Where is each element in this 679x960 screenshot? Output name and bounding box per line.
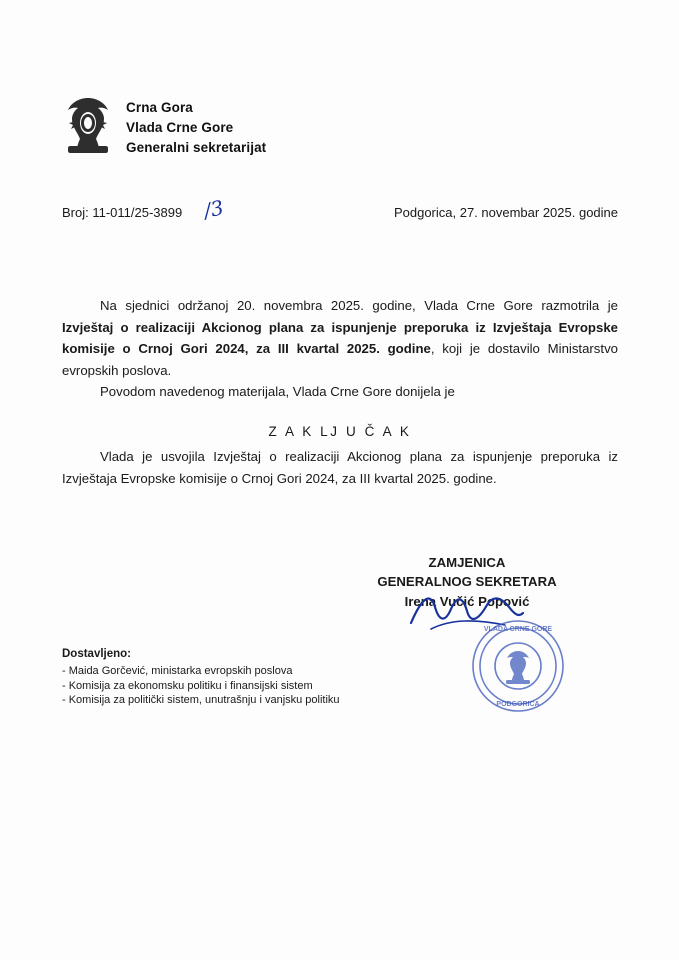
montenegro-coat-of-arms-icon	[62, 96, 114, 158]
delivery-list-item: - Komisija za politički sistem, unutrašnju i vanjsku politiku	[62, 694, 340, 706]
conclusion-heading: Z A K LJ U Č A K	[268, 423, 412, 439]
org-line-country: Crna Gora	[126, 100, 193, 115]
signature-title-line-1: ZAMJENICA	[428, 555, 506, 570]
reference-row	[62, 195, 618, 223]
delivery-list-item: - Maida Gorčević, ministarka evropskih poslova	[62, 665, 293, 677]
signature-title-line-2: GENERALNOG SEKRETARA	[377, 574, 557, 589]
reference-number	[62, 195, 226, 223]
handwritten-annotation: /3	[201, 195, 226, 223]
paragraph-conclusion: Vlada je usvojila Izvještaj o realizaciji Akcionog plana za ispunjenje preporuka iz Izvještaja Evropske komisije o Crnoj Gori 2024, za III kvartal 2025. godine.	[62, 449, 618, 486]
delivery-list-item: - Komisija za ekonomsku politiku i finansijski sistem	[62, 679, 313, 692]
letterhead	[62, 96, 266, 158]
org-line-secretariat: Generalni sekretarijat	[126, 140, 267, 155]
delivery-list-title: Dostavljeno:	[62, 648, 132, 660]
organization-lines	[126, 96, 266, 158]
delivery-list	[62, 648, 492, 708]
paragraph-subject-title: Izvještaj o realizaciji Akcionog plana za ispunjenje preporuka iz Izvještaja Evropske komisije o Crnoj Gori 2024, za III kvartal 2025. godine	[62, 319, 618, 356]
paragraph-decision-intro: Povodom navedenog materijala, Vlada Crne Gore donijela je	[100, 384, 455, 399]
svg-text:PODGORICA: PODGORICA	[496, 701, 540, 708]
signature-name: Irena Vučić Popović	[404, 594, 530, 609]
svg-text:VLADA CRNE GORE: VLADA CRNE GORE	[483, 626, 553, 633]
signature-block	[317, 553, 617, 612]
place-and-date: Podgorica, 27. novembar 2025. godine	[393, 205, 618, 220]
org-line-government: Vlada Crne Gore	[126, 120, 234, 135]
paragraph-subject-outro: , koji je dostavilo Ministarstvo evropskih poslova.	[62, 341, 618, 378]
document-body-conclusion	[62, 446, 618, 489]
paragraph-subject-intro: Na sjednici održanoj 20. novembra 2025. godine, Vlada Crne Gore razmotrila je	[100, 298, 618, 313]
document-body	[62, 295, 618, 458]
paragraph-subject	[62, 295, 618, 381]
reference-number-text: Broj: 11-011/25-3899	[62, 205, 183, 220]
